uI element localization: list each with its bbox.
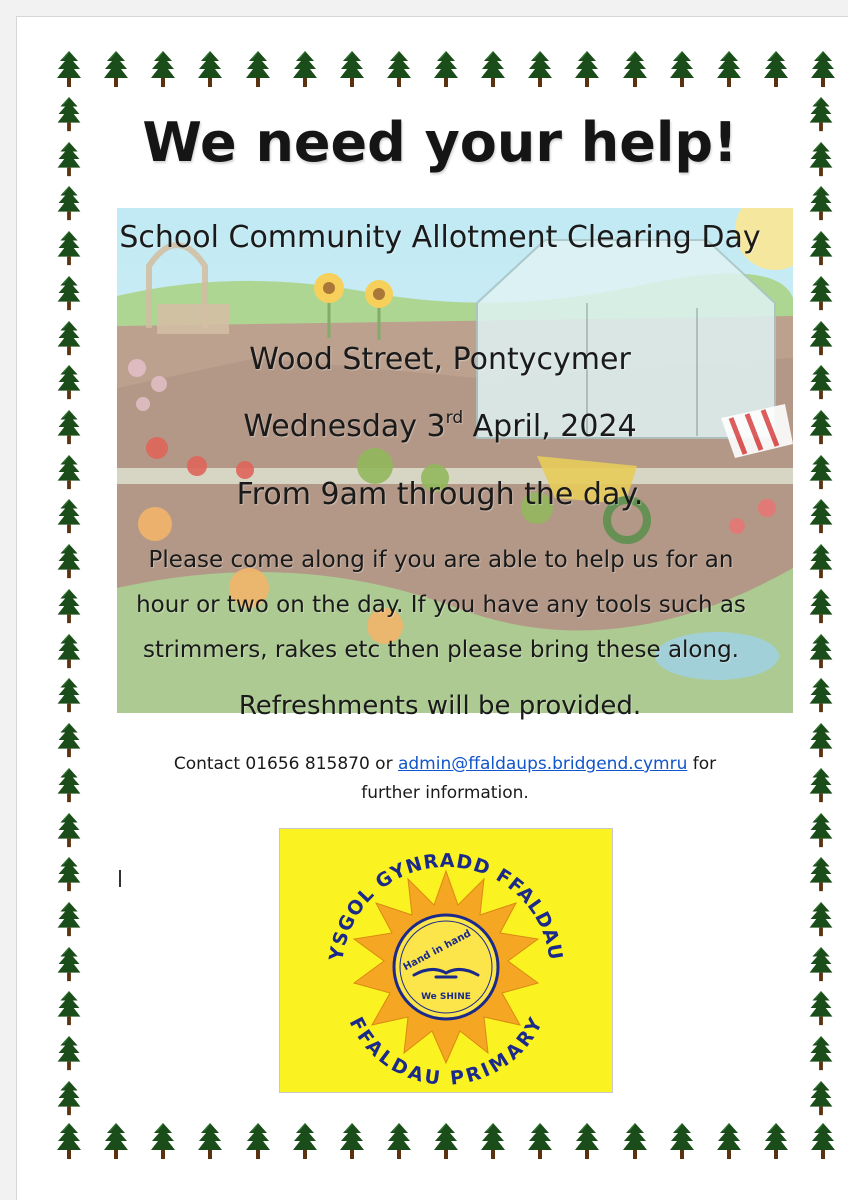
- pine-tree-icon: [56, 588, 82, 626]
- pine-tree-icon: [669, 1122, 695, 1162]
- pine-tree-icon: [763, 50, 789, 90]
- pine-tree-icon: [150, 1122, 176, 1162]
- pine-tree-icon: [808, 767, 834, 805]
- pine-tree-icon: [808, 946, 834, 984]
- pine-tree-icon: [56, 1122, 82, 1162]
- pine-tree-icon: [197, 1122, 223, 1162]
- description-line: hour or two on the day. If you have any tools such as: [136, 592, 746, 618]
- pine-tree-icon: [527, 50, 553, 90]
- page-edge-left: [0, 16, 17, 1200]
- pine-tree-icon: [56, 946, 82, 984]
- pine-tree-icon: [56, 185, 82, 223]
- pine-tree-icon: [56, 454, 82, 492]
- pine-tree-icon: [56, 50, 82, 90]
- pine-tree-icon: [480, 50, 506, 90]
- pine-tree-icon: [339, 1122, 365, 1162]
- date-ordinal-suffix: rd: [445, 408, 464, 428]
- tree-border-right: [808, 96, 836, 1118]
- pine-tree-icon: [808, 96, 834, 134]
- pine-tree-icon: [808, 275, 834, 313]
- pine-tree-icon: [808, 320, 834, 358]
- tree-border-left: [56, 96, 84, 1118]
- pine-tree-icon: [808, 230, 834, 268]
- pine-tree-icon: [808, 1035, 834, 1073]
- pine-tree-icon: [56, 990, 82, 1028]
- logo-motto-bottom: We SHINE: [421, 992, 471, 1002]
- pine-tree-icon: [292, 1122, 318, 1162]
- contact-suffix: for: [687, 754, 717, 774]
- pine-tree-icon: [622, 50, 648, 90]
- logo-motto-top: Hand in hand: [401, 928, 474, 974]
- pine-tree-icon: [56, 141, 82, 179]
- pine-tree-icon: [245, 50, 271, 90]
- school-logo: [279, 828, 613, 1093]
- pine-tree-icon: [574, 1122, 600, 1162]
- pine-tree-icon: [808, 677, 834, 715]
- pine-tree-icon: [56, 812, 82, 850]
- contact-prefix: Contact 01656 815870 or: [173, 754, 398, 774]
- pine-tree-icon: [808, 812, 834, 850]
- pine-tree-icon: [716, 1122, 742, 1162]
- pine-tree-icon: [56, 901, 82, 939]
- pine-tree-icon: [245, 1122, 271, 1162]
- pine-tree-icon: [433, 1122, 459, 1162]
- pine-tree-icon: [808, 633, 834, 671]
- event-address: Wood Street, Pontycymer: [249, 342, 631, 377]
- pine-tree-icon: [480, 1122, 506, 1162]
- pine-tree-icon: [808, 588, 834, 626]
- event-time: From 9am through the day.: [236, 477, 644, 512]
- pine-tree-icon: [56, 275, 82, 313]
- pine-tree-icon: [56, 364, 82, 402]
- school-logo-graphic: [280, 829, 612, 1092]
- tree-border-top: [56, 50, 836, 92]
- pine-tree-icon: [56, 230, 82, 268]
- pine-tree-icon: [808, 722, 834, 760]
- pine-tree-icon: [103, 1122, 129, 1162]
- pine-tree-icon: [808, 454, 834, 492]
- pine-tree-icon: [810, 1122, 836, 1162]
- pine-tree-icon: [669, 50, 695, 90]
- pine-tree-icon: [808, 498, 834, 536]
- pine-tree-icon: [339, 50, 365, 90]
- description-line: Please come along if you are able to help us for an: [148, 547, 734, 573]
- event-title: School Community Allotment Clearing Day: [119, 220, 761, 255]
- description-line: strimmers, rakes etc then please bring these along.: [143, 637, 739, 663]
- email-link[interactable]: admin@ffaldaups.bridgend.cymru: [397, 754, 688, 774]
- pine-tree-icon: [808, 1080, 834, 1118]
- date-rest: April, 2024: [463, 409, 637, 444]
- pine-tree-icon: [56, 409, 82, 447]
- pine-tree-icon: [808, 364, 834, 402]
- pine-tree-icon: [56, 856, 82, 894]
- pine-tree-icon: [808, 409, 834, 447]
- refreshments-note: Refreshments will be provided.: [238, 691, 642, 721]
- pine-tree-icon: [763, 1122, 789, 1162]
- event-date: [110, 404, 770, 450]
- pine-tree-icon: [56, 1035, 82, 1073]
- pine-tree-icon: [56, 722, 82, 760]
- pine-tree-icon: [150, 50, 176, 90]
- logo-arc-top: YSGOL GYNRADD FFALDAU: [325, 849, 567, 963]
- pine-tree-icon: [56, 1080, 82, 1118]
- pine-tree-icon: [808, 856, 834, 894]
- pine-tree-icon: [433, 50, 459, 90]
- pine-tree-icon: [808, 901, 834, 939]
- event-description: [96, 538, 786, 673]
- pine-tree-icon: [716, 50, 742, 90]
- pine-tree-icon: [574, 50, 600, 90]
- pine-tree-icon: [56, 543, 82, 581]
- pine-tree-icon: [808, 185, 834, 223]
- pine-tree-icon: [56, 498, 82, 536]
- pine-tree-icon: [56, 320, 82, 358]
- pine-tree-icon: [386, 1122, 412, 1162]
- date-main: Wednesday 3: [243, 409, 446, 444]
- tree-border-bottom: [56, 1122, 836, 1164]
- pine-tree-icon: [103, 50, 129, 90]
- pine-tree-icon: [292, 50, 318, 90]
- pine-tree-icon: [808, 990, 834, 1028]
- page-edge-top: [0, 0, 848, 17]
- text-cursor: [119, 870, 121, 887]
- pine-tree-icon: [622, 1122, 648, 1162]
- logo-arc-bottom: FFALDAU PRIMARY: [344, 1013, 548, 1090]
- pine-tree-icon: [56, 767, 82, 805]
- contact-line-2: further information.: [361, 783, 529, 803]
- pine-tree-icon: [197, 50, 223, 90]
- pine-tree-icon: [808, 543, 834, 581]
- pine-tree-icon: [56, 96, 82, 134]
- pine-tree-icon: [386, 50, 412, 90]
- headline: We need your help!: [142, 111, 738, 174]
- pine-tree-icon: [527, 1122, 553, 1162]
- pine-tree-icon: [56, 633, 82, 671]
- contact-info: [110, 750, 780, 808]
- pine-tree-icon: [810, 50, 836, 90]
- contact-line: [110, 750, 780, 779]
- pine-tree-icon: [56, 677, 82, 715]
- pine-tree-icon: [808, 141, 834, 179]
